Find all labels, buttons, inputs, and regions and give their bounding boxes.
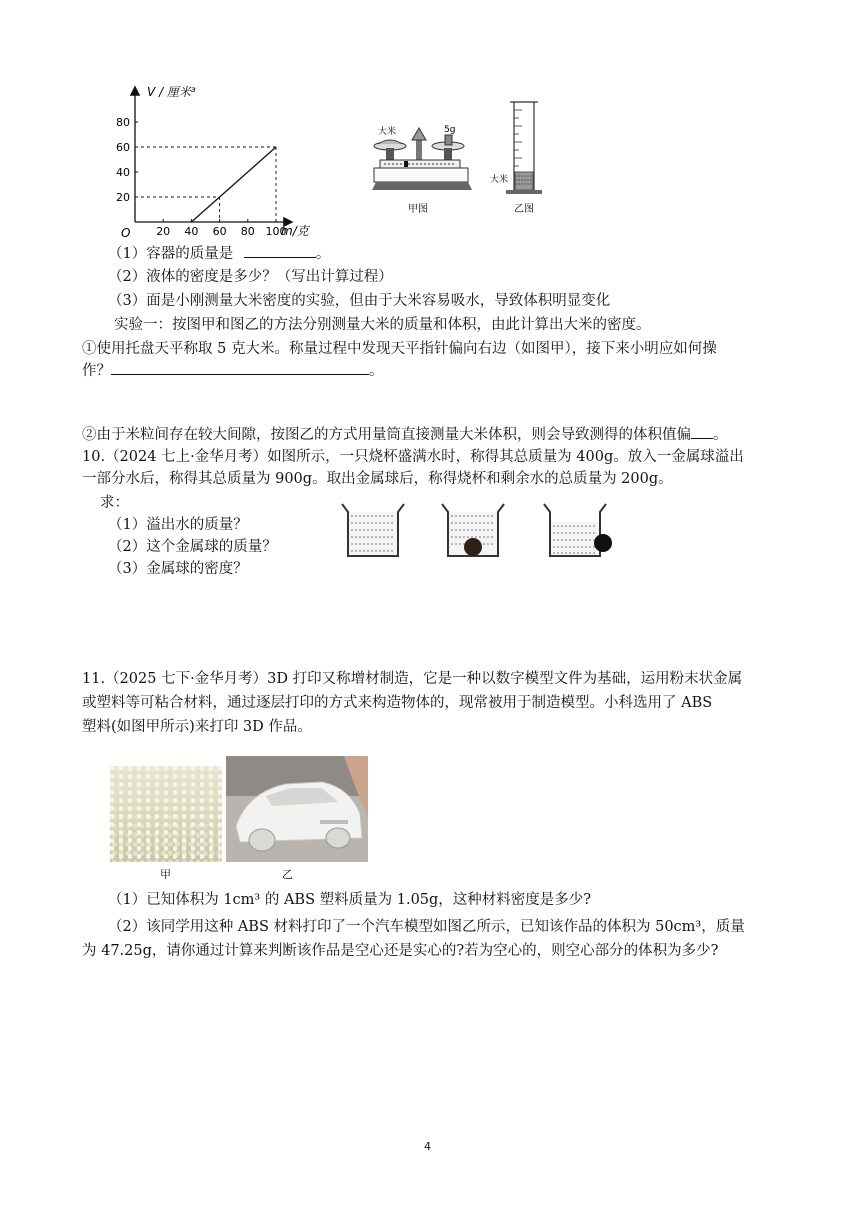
q10-line2: 一部分水后，称得其总质量为 900g。取出金属球后，称得烧杯和剩余水的总质量为 200g。 bbox=[82, 471, 673, 487]
q9-part1 bbox=[108, 243, 330, 264]
y-tick-label: 60 bbox=[116, 141, 130, 154]
x-axis-label: m/克 bbox=[281, 224, 309, 238]
answer-blank bbox=[691, 424, 713, 439]
y-tick-label: 40 bbox=[116, 166, 130, 179]
volume-mass-graph bbox=[95, 82, 310, 240]
answer-blank bbox=[244, 243, 316, 258]
beaker-full bbox=[342, 504, 404, 556]
beaker-with-ball bbox=[442, 504, 504, 556]
beaker-ball-removed bbox=[544, 504, 612, 556]
balance-figure bbox=[368, 118, 483, 218]
beaker-figure bbox=[336, 500, 616, 562]
q9-step2-text: ②由于米粒间存在较大间隙，按图乙的方式用量筒直接测量大米体积，则会导致测得的体积值偏 bbox=[82, 427, 691, 443]
q9-part1-end: 。 bbox=[315, 246, 331, 262]
x-tick-label: 60 bbox=[212, 225, 227, 238]
x-tick-label: 40 bbox=[184, 225, 199, 238]
photo-caption-yi: 乙 bbox=[282, 868, 293, 881]
q9-experiment1: 实验一：按图甲和图乙的方法分别测量大米的质量和体积，由此计算出大米的密度。 bbox=[114, 317, 651, 333]
y-tick-label: 20 bbox=[116, 191, 130, 204]
y-tick-label: 80 bbox=[116, 116, 130, 129]
x-tick-label: 80 bbox=[240, 225, 255, 238]
cylinder-caption: 乙图 bbox=[514, 204, 534, 215]
q10-sub3: （3）金属球的密度？ bbox=[108, 561, 248, 577]
q9-step2 bbox=[82, 424, 728, 445]
rice-label: 大米 bbox=[378, 127, 397, 137]
q11-line3: 塑料(如图甲所示)来打印 3D 作品。 bbox=[82, 719, 312, 735]
page-number: 4 bbox=[424, 1140, 431, 1153]
answer-blank bbox=[111, 360, 369, 375]
balance-caption: 甲图 bbox=[408, 204, 428, 215]
q9-part3: （3）面是小刚测量大米密度的实验，但由于大米容易吸水，导致体积明显变化 bbox=[108, 293, 611, 309]
q9-step1-line1: ①使用托盘天平称取 5 克大米。称量过程中发现天平指针偏向右边（如图甲），接下来小明应如何操 bbox=[82, 341, 717, 357]
q11-sub2-line1: （2）该同学用这种 ABS 材料打印了一个汽车模型如图乙所示，已知该作品的体积为 50cm³，质量 bbox=[108, 919, 745, 935]
car-model-photo bbox=[226, 756, 368, 862]
cylinder-figure bbox=[488, 96, 558, 218]
q9-step2-end: 。 bbox=[713, 427, 728, 443]
x-tick-label: 20 bbox=[156, 225, 171, 238]
q9-step1-end: 。 bbox=[369, 363, 384, 379]
q11-sub1: （1）已知体积为 1cm³ 的 ABS 塑料质量为 1.05g，这种材料密度是多少? bbox=[108, 892, 592, 908]
x-tick-label: 100 bbox=[265, 225, 287, 238]
origin-label: O bbox=[121, 226, 131, 240]
photo-caption-jia: 甲 bbox=[160, 868, 171, 881]
y-axis-label: V / 厘米³ bbox=[147, 85, 196, 99]
q11-sub2-line2: 为 47.25g，请你通过计算来判断该作品是空心还是实心的?若为空心的，则空心部分的体积为多少? bbox=[82, 943, 719, 959]
q9-step1-line2 bbox=[82, 360, 384, 381]
weight-label: 5g bbox=[444, 125, 456, 135]
q9-part2: （2）液体的密度是多少？（写出计算过程） bbox=[108, 269, 393, 285]
q10-line1: 10.（2024 七上·金华月考）如图所示，一只烧杯盛满水时，称得其总质量为 400g。放入一金属球溢出 bbox=[82, 449, 744, 465]
q11-line2: 或塑料等可粘合材料，通过逐层打印的方式来构造物体的，现常被用于制造模型。小科选用了 ABS bbox=[82, 695, 713, 711]
q10-sub1: （1）溢出水的质量？ bbox=[108, 517, 248, 533]
q9-step1-line2-text: 作？ bbox=[82, 363, 111, 379]
cylinder-rice-label: 大米 bbox=[490, 175, 509, 185]
q9-part1-text: （1）容器的质量是 bbox=[108, 246, 234, 262]
q11-line1: 11.（2025 七下·金华月考）3D 打印又称增材制造，它是一种以数字模型文件为基础，运用粉末状金属 bbox=[82, 671, 743, 687]
q10-qiu: 求： bbox=[100, 495, 129, 511]
series-line bbox=[191, 147, 276, 222]
abs-pellets-photo bbox=[110, 766, 222, 862]
q10-sub2: （2）这个金属球的质量？ bbox=[108, 539, 277, 555]
